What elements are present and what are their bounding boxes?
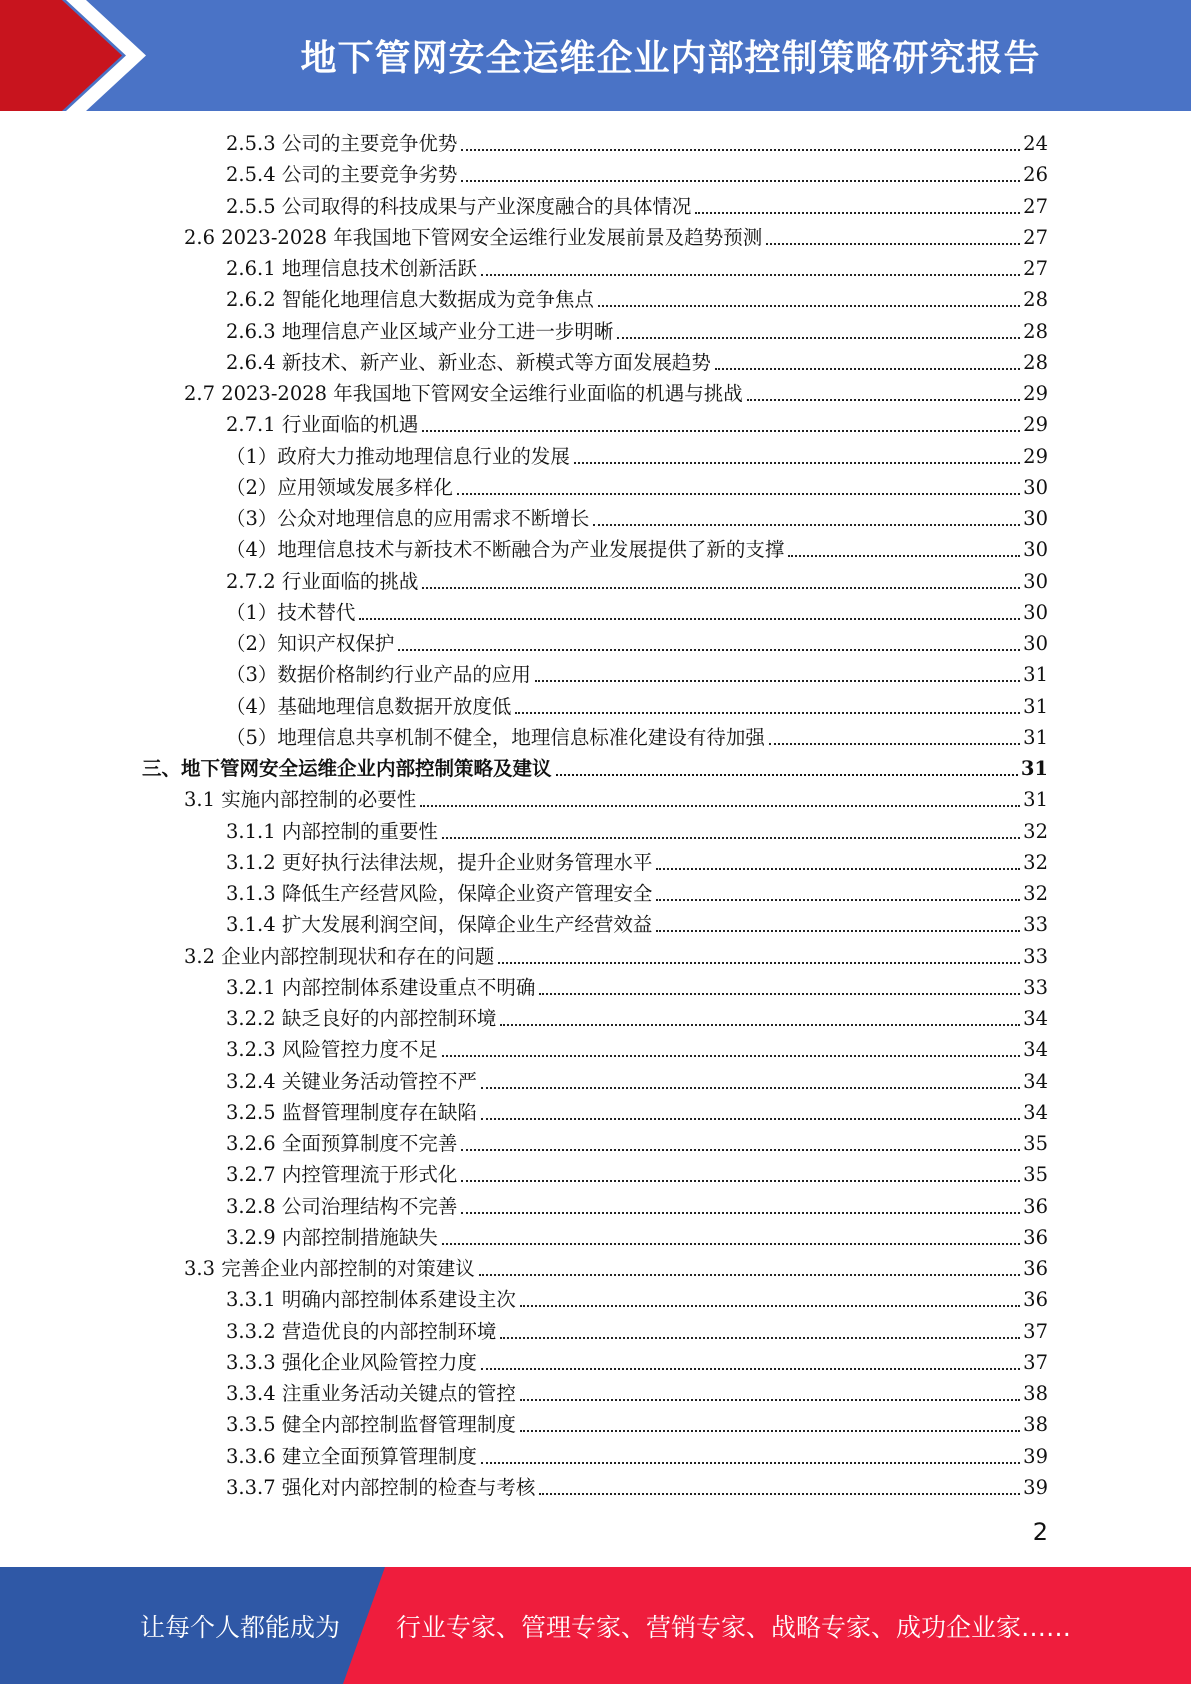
toc-entry[interactable] [226, 1441, 1048, 1472]
toc-entry-label: 2.5.4 公司的主要竞争劣势 [226, 163, 458, 187]
toc-entry-label: 3.2.2 缺乏良好的内部控制环境 [226, 1007, 497, 1030]
toc-entry-label: 2.7.1 行业面临的机遇 [226, 413, 419, 437]
toc-entry-label: 2.6 2023-2028 年我国地下管网安全运维行业发展前景及趋势预测 [184, 225, 763, 249]
toc-entry[interactable] [226, 128, 1048, 159]
toc-entry-label: 3.3.3 强化企业风险管控力度 [226, 1350, 477, 1374]
toc-entry-page: 34 [1023, 1007, 1048, 1030]
toc-entry[interactable] [226, 1003, 1048, 1034]
toc-entry-page: 33 [1023, 944, 1048, 968]
toc-dot-leader [398, 649, 1020, 651]
toc-entry-label: 2.5.3 公司的主要竞争优势 [226, 132, 458, 155]
page-number: 2 [1032, 1518, 1048, 1546]
toc-entry-page: 29 [1023, 444, 1048, 468]
toc-entry[interactable] [226, 253, 1048, 284]
toc-entry-page: 31 [1023, 663, 1048, 687]
toc-entry-page: 36 [1023, 1257, 1048, 1280]
toc-entry[interactable] [226, 1222, 1048, 1253]
toc-entry-page: 36 [1023, 1225, 1048, 1249]
toc-dot-leader [461, 1212, 1020, 1214]
toc-dot-leader [520, 1430, 1020, 1432]
toc-entry-label: 2.6.3 地理信息产业区域产业分工进一步明晰 [226, 319, 614, 343]
toc-dot-leader [695, 212, 1020, 214]
toc-entry[interactable] [226, 909, 1048, 940]
toc-dot-leader [442, 1243, 1020, 1245]
toc-entry-page: 30 [1023, 507, 1048, 530]
toc-entry-page: 31 [1020, 757, 1048, 780]
toc-entry-page: 31 [1023, 694, 1048, 718]
toc-dot-leader [656, 899, 1020, 901]
toc-entry[interactable] [226, 284, 1048, 315]
toc-dot-leader [535, 680, 1020, 682]
toc-entry-label: 3.2.3 风险管控力度不足 [226, 1038, 438, 1062]
toc-dot-leader [481, 1368, 1020, 1370]
toc-dot-leader [479, 1274, 1020, 1276]
toc-entry-page: 38 [1023, 1413, 1048, 1437]
toc-entry[interactable] [184, 941, 1048, 972]
toc-dot-leader [539, 1493, 1020, 1495]
toc-entry-label: （4）基础地理信息数据开放度低 [226, 694, 512, 718]
toc-entry-label: （5）地理信息共享机制不健全，地理信息标准化建设有待加强 [226, 725, 765, 749]
toc-entry[interactable] [226, 1034, 1048, 1065]
toc-entry-page: 38 [1023, 1382, 1048, 1405]
toc-entry-label: 3.3.2 营造优良的内部控制环境 [226, 1319, 497, 1343]
toc-entry[interactable] [184, 784, 1048, 815]
toc-entry-label: 3.2.9 内部控制措施缺失 [226, 1225, 438, 1249]
toc-entry-label: 3.2.6 全面预算制度不完善 [226, 1132, 458, 1155]
toc-dot-leader [420, 805, 1020, 807]
toc-dot-leader [715, 368, 1020, 370]
toc-entry-page: 39 [1023, 1444, 1048, 1468]
toc-entry[interactable] [226, 534, 1048, 565]
toc-entry-page: 37 [1023, 1319, 1048, 1343]
toc-entry[interactable] [226, 878, 1048, 909]
toc-dot-leader [598, 305, 1020, 307]
toc-entry[interactable] [226, 1316, 1048, 1347]
toc-entry[interactable] [226, 691, 1048, 722]
footer-slogan-right: 行业专家、管理专家、营销专家、战略专家、成功企业家…… [396, 1612, 1072, 1642]
toc-dot-leader [766, 243, 1020, 245]
toc-entry[interactable] [226, 1347, 1048, 1378]
toc-dot-leader [481, 1462, 1020, 1464]
toc-entry-label: 3.3.1 明确内部控制体系建设主次 [226, 1288, 516, 1312]
toc-entry-label: 3.2 企业内部控制现状和存在的问题 [184, 944, 495, 968]
toc-entry-page: 28 [1023, 350, 1048, 374]
toc-dot-leader [498, 962, 1020, 964]
toc-entry-label: 3.2.1 内部控制体系建设重点不明确 [226, 975, 536, 999]
toc-entry-page: 32 [1023, 850, 1048, 874]
toc-entry-page: 30 [1023, 538, 1048, 562]
toc-entry[interactable] [226, 1097, 1048, 1128]
toc-entry[interactable] [226, 659, 1048, 690]
toc-dot-leader [520, 1305, 1020, 1307]
toc-entry-page: 30 [1023, 475, 1048, 499]
toc-dot-leader [359, 618, 1020, 620]
toc-dot-leader [656, 868, 1020, 870]
toc-entry-label: 三、地下管网安全运维企业内部控制策略及建议 [142, 757, 552, 780]
toc-dot-leader [788, 555, 1020, 557]
toc-entry[interactable] [226, 503, 1048, 534]
toc-entry-page: 36 [1023, 1194, 1048, 1218]
toc-entry-page: 33 [1023, 913, 1048, 937]
toc-entry[interactable] [226, 1409, 1048, 1440]
toc-entry-page: 39 [1023, 1475, 1048, 1499]
toc-entry[interactable] [226, 1191, 1048, 1222]
toc-entry-label: （1）政府大力推动地理信息行业的发展 [226, 444, 570, 468]
toc-dot-leader [617, 337, 1020, 339]
toc-entry-label: 3.1.3 降低生产经营风险，保障企业资产管理安全 [226, 882, 653, 905]
toc-entry[interactable] [226, 472, 1048, 503]
toc-entry[interactable] [226, 816, 1048, 847]
toc-entry[interactable] [226, 1378, 1048, 1409]
toc-entry-page: 33 [1023, 975, 1048, 999]
toc-entry-page: 37 [1023, 1350, 1048, 1374]
toc-entry[interactable] [226, 722, 1048, 753]
toc-entry[interactable] [226, 566, 1048, 597]
toc-dot-leader [769, 743, 1020, 745]
toc-dot-leader [500, 1337, 1020, 1339]
toc-entry[interactable] [226, 1159, 1048, 1190]
toc-dot-leader [481, 1118, 1020, 1120]
toc-entry-label: 3.1.1 内部控制的重要性 [226, 819, 438, 843]
toc-dot-leader [461, 1149, 1020, 1151]
toc-entry[interactable] [226, 316, 1048, 347]
toc-entry[interactable] [184, 378, 1048, 409]
toc-entry-page: 31 [1023, 725, 1048, 749]
red-chevron-decoration [0, 0, 160, 111]
toc-entry-page: 34 [1023, 1100, 1048, 1124]
toc-entry-label: 3.2.8 公司治理结构不完善 [226, 1194, 458, 1218]
toc-entry-label: 2.6.1 地理信息技术创新活跃 [226, 257, 477, 280]
toc-entry-label: 2.6.4 新技术、新产业、新业态、新模式等方面发展趋势 [226, 350, 711, 374]
toc-entry-label: 3.2.4 关键业务活动管控不严 [226, 1069, 477, 1093]
toc-entry-page: 36 [1023, 1288, 1048, 1312]
toc-dot-leader [556, 774, 1018, 776]
toc-entry-page: 28 [1023, 288, 1048, 312]
toc-entry-page: 34 [1023, 1038, 1048, 1062]
toc-entry-label: 3.1.4 扩大发展利润空间，保障企业生产经营效益 [226, 913, 653, 937]
toc-entry-page: 32 [1023, 819, 1048, 843]
toc-entry[interactable] [226, 972, 1048, 1003]
toc-entry[interactable] [184, 222, 1048, 253]
toc-entry-label: 3.1.2 更好执行法律法规，提升企业财务管理水平 [226, 850, 653, 874]
report-title: 地下管网安全运维企业内部控制策略研究报告 [300, 38, 1041, 79]
toc-entry-label: （1）技术替代 [226, 600, 356, 624]
toc-entry-page: 35 [1023, 1132, 1048, 1155]
toc-entry[interactable] [184, 1253, 1048, 1284]
toc-entry-page: 28 [1023, 319, 1048, 343]
header-band [0, 0, 1191, 111]
toc-dot-leader [747, 399, 1020, 401]
toc-entry-page: 32 [1023, 882, 1048, 905]
toc-entry[interactable] [226, 847, 1048, 878]
toc-entry[interactable] [142, 753, 1048, 784]
toc-entry-label: 3.3.5 健全内部控制监督管理制度 [226, 1413, 516, 1437]
toc-entry-page: 29 [1023, 413, 1048, 437]
toc-dot-leader [461, 1180, 1020, 1182]
toc-entry-label: （2）知识产权保护 [226, 632, 395, 655]
toc-dot-leader [461, 149, 1020, 151]
footer-band [0, 1567, 1191, 1684]
toc-entry-page: 30 [1023, 600, 1048, 624]
toc-dot-leader [656, 930, 1020, 932]
toc-dot-leader [422, 587, 1020, 589]
toc-entry-label: 3.3.7 强化对内部控制的检查与考核 [226, 1475, 536, 1499]
toc-entry-label: 2.6.2 智能化地理信息大数据成为竞争焦点 [226, 288, 594, 312]
toc-entry-label: 3.1 实施内部控制的必要性 [184, 788, 417, 812]
toc-entry-label: 2.5.5 公司取得的科技成果与产业深度融合的具体情况 [226, 194, 692, 218]
toc-entry-page: 29 [1023, 382, 1048, 405]
toc-entry-page: 27 [1023, 257, 1048, 280]
toc-entry-label: 3.2.5 监督管理制度存在缺陷 [226, 1100, 477, 1124]
toc-dot-leader [500, 1024, 1020, 1026]
toc-entry[interactable] [226, 191, 1048, 222]
toc-entry-label: （2）应用领域发展多样化 [226, 475, 453, 499]
toc-entry[interactable] [226, 441, 1048, 472]
toc-dot-leader [515, 712, 1020, 714]
toc-entry-label: 3.2.7 内控管理流于形式化 [226, 1163, 458, 1187]
toc-entry-page: 31 [1023, 788, 1048, 812]
toc-dot-leader [539, 993, 1020, 995]
toc-dot-leader [442, 1055, 1020, 1057]
toc-entry[interactable] [226, 1284, 1048, 1315]
toc-entry[interactable] [226, 347, 1048, 378]
toc-entry[interactable] [226, 1128, 1048, 1159]
toc-entry[interactable] [226, 1066, 1048, 1097]
toc-entry-label: （4）地理信息技术与新技术不断融合为产业发展提供了新的支撑 [226, 538, 785, 562]
toc-dot-leader [574, 462, 1020, 464]
toc-entry-page: 30 [1023, 632, 1048, 655]
footer-slogan-left: 让每个人都能成为 [140, 1612, 341, 1642]
toc-entry-label: （3）公众对地理信息的应用需求不断增长 [226, 507, 590, 530]
toc-entry-page: 34 [1023, 1069, 1048, 1093]
toc-dot-leader [422, 430, 1020, 432]
toc-entry-label: 3.3.4 注重业务活动关键点的管控 [226, 1382, 516, 1405]
toc-entry[interactable] [226, 1472, 1048, 1503]
toc-entry[interactable] [226, 409, 1048, 440]
toc-entry-page: 35 [1023, 1163, 1048, 1187]
toc-dot-leader [481, 274, 1020, 276]
toc-dot-leader [520, 1399, 1020, 1401]
toc-entry[interactable] [226, 628, 1048, 659]
toc-entry-page: 27 [1023, 225, 1048, 249]
toc-entry-label: （3）数据价格制约行业产品的应用 [226, 663, 531, 687]
toc-dot-leader [442, 837, 1020, 839]
toc-entry[interactable] [226, 597, 1048, 628]
toc-dot-leader [481, 1087, 1020, 1089]
toc-entry-label: 2.7.2 行业面临的挑战 [226, 569, 419, 593]
toc-entry[interactable] [226, 159, 1048, 190]
toc-dot-leader [593, 524, 1020, 526]
toc-entry-label: 3.3.6 建立全面预算管理制度 [226, 1444, 477, 1468]
toc-entry-label: 2.7 2023-2028 年我国地下管网安全运维行业面临的机遇与挑战 [184, 382, 743, 405]
toc-entry-label: 3.3 完善企业内部控制的对策建议 [184, 1257, 475, 1280]
toc-entry-page: 30 [1023, 569, 1048, 593]
toc-entry-page: 27 [1023, 194, 1048, 218]
toc-entry-page: 24 [1023, 132, 1048, 155]
toc-entry-page: 26 [1023, 163, 1048, 187]
toc-dot-leader [457, 493, 1020, 495]
toc-dot-leader [461, 180, 1020, 182]
